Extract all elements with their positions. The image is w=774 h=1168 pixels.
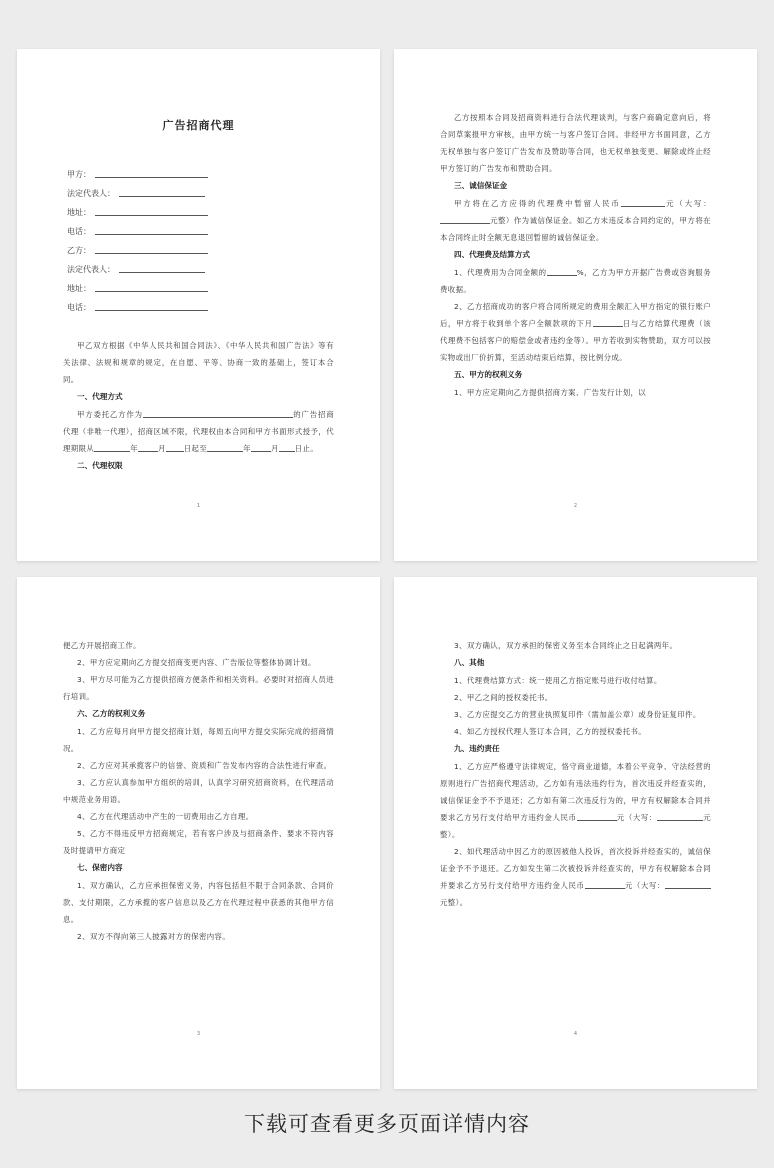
paragraph: 2、乙方招商成功的客户将合同所规定的费用全额汇入甲方指定的银行账户后，甲方将于收到单个客户全额款项的下月 日与乙方结算代理费（该代理费不包括客户的赔偿金或者违约金等）。甲方若收到实物赞助，双方可以按实物或出厂价折算，至活动结束后结算，按比例分成。 <box>440 302 712 362</box>
blank-line <box>95 283 208 292</box>
blank-line <box>94 443 130 452</box>
party-field: 甲方： <box>67 165 334 184</box>
paragraph: 4、如乙方授权代理人签订本合同，乙方的授权委托书。 <box>454 727 647 736</box>
section-heading: 六、乙方的权利义务 <box>77 709 146 718</box>
blank-line <box>95 207 208 216</box>
paragraph: 1、甲方应定期向乙方提供招商方案、广告发行计划，以 <box>454 388 647 397</box>
blank-line <box>547 267 577 276</box>
page-body <box>440 109 711 401</box>
section-heading: 五、甲方的权利义务 <box>454 370 523 379</box>
page-body <box>440 637 711 911</box>
blank-line <box>166 443 184 452</box>
paragraph: 3、甲方尽可能为乙方提供招商方便条件和相关资料。必要时对招商人员进行培训。 <box>63 675 334 701</box>
paragraph: 2、如代理活动中因乙方的原因被他人投诉，首次投诉并经查实的，诚信保证金予不予退还。乙方如发生第二次被投诉并经查实的，甲方有权解除本合同并要求乙方另行支付给甲方违约金人民币 元（大写：元整）。 <box>440 847 711 907</box>
party-field: 电话： <box>67 298 334 317</box>
paragraph: 1、乙方应严格遵守法律规定，恪守商业道德，本着公平竞争、守法经营的原则进行广告招商代理活动，乙方如有违法违约行为，首次违反并经查实的，诚信保证金予不予退还；乙方如有第二次违反行为的，甲方有权解除本合同并要求乙方另行支付给甲方违约金人民币 元（大写： 元整）。 <box>440 762 711 839</box>
blank-line <box>251 443 271 452</box>
party-field: 乙方： <box>67 241 334 260</box>
blank-line <box>657 812 703 821</box>
section-heading: 一、代理方式 <box>77 392 123 401</box>
paragraph: 1、代理费用为合同金额的 %，乙方为甲方开据广告费或咨询服务费收据。 <box>440 268 711 294</box>
blank-line <box>593 318 623 327</box>
page-body <box>63 637 334 945</box>
blank-line <box>95 302 208 311</box>
blank-line <box>577 812 617 821</box>
paragraph: 便乙方开展招商工作。 <box>63 641 141 650</box>
blank-line <box>143 409 293 418</box>
paragraph: 3、乙方应认真参加甲方组织的培训，认真学习研究招商资料，在代理活动中规范业务用语。 <box>63 778 334 804</box>
page-number: 3 <box>196 1031 201 1037</box>
document-page-2 <box>394 49 757 561</box>
blank-line <box>95 226 208 235</box>
paragraph: 甲乙双方根据《中华人民共和国合同法》、《中华人民共和国广告法》等有关法律、法规和规章的规定，在自愿、平等、协商一致的基础上，签订本合同。 <box>63 341 334 384</box>
blank-line <box>585 880 625 889</box>
blank-line <box>119 264 205 273</box>
paragraph: 5、乙方不得违反甲方招商规定，若有客户涉及与招商条件、要求不符内容及时提请甲方商定 <box>63 829 334 855</box>
section-heading: 二、代理权限 <box>77 461 123 470</box>
blank-line <box>119 188 205 197</box>
paragraph: 1、乙方应每月向甲方提交招商计划，每周五向甲方提交实际完成的招商情况。 <box>63 727 334 753</box>
party-field: 地址： <box>67 279 334 298</box>
party-field: 法定代表人： <box>67 184 334 203</box>
paragraph: 1、代理费结算方式：统一使用乙方指定账号进行收付结算。 <box>454 676 662 685</box>
blank-line <box>207 443 243 452</box>
paragraph: 2、双方不得向第三人披露对方的保密内容。 <box>77 932 231 941</box>
blank-line <box>95 169 208 178</box>
paragraph: 3、乙方应提交乙方的营业执照复印件（需加盖公章）或身份证复印件。 <box>454 710 701 719</box>
section-heading: 七、保密内容 <box>77 863 123 872</box>
blank-line <box>138 443 158 452</box>
document-page-3 <box>17 577 380 1089</box>
paragraph: 2、甲乙之间的授权委托书。 <box>454 693 553 702</box>
document-page-4 <box>394 577 757 1089</box>
paragraph: 甲方将在乙方应得的代理费中暂留人民币 元（大写：元整）作为诚信保证金。如乙方未违反本合同约定的，甲方将在本合同终止时全额无息退回暂留的诚信保证金。 <box>440 199 711 242</box>
page-body <box>63 337 334 475</box>
party-field: 地址： <box>67 203 334 222</box>
party-field: 法定代表人： <box>67 260 334 279</box>
blank-line <box>621 198 665 207</box>
paragraph: 甲方委托乙方作为 的广告招商代理（非唯一代理），招商区域不限，代理权由本合同和甲方书面形式授予，代理期限从 年 月 日起至 年 月 日止。 <box>63 410 334 453</box>
section-heading: 三、诚信保证金 <box>454 181 508 190</box>
section-heading: 四、代理费及结算方式 <box>454 250 530 259</box>
page-number: 1 <box>196 503 201 509</box>
paragraph: 3、双方确认，双方承担的保密义务至本合同终止之日起满两年。 <box>454 641 678 650</box>
section-heading: 九、违约责任 <box>454 744 500 753</box>
paragraph: 乙方按照本合同及招商资料进行合法代理谈判，与客户商确定意向后，将合同草案报甲方审核，由甲方统一与客户签订合同。非经甲方书面同意，乙方无权单独与客户签订广告发布及赞助等合同，也无权单独变更、解除或终止经甲方签订的广告发布和赞助合同。 <box>440 113 711 173</box>
paragraph: 4、乙方在代理活动中产生的一切费用由乙方自理。 <box>77 812 254 821</box>
party-fields <box>67 165 334 317</box>
paragraph: 2、甲方应定期向乙方提交招商变更内容、广告版位等整体协调计划。 <box>77 658 316 667</box>
blank-line <box>665 880 711 889</box>
page-number: 2 <box>573 503 578 509</box>
download-more-link[interactable]: 下载可查看更多页面详情内容 <box>244 1112 530 1136</box>
party-field: 电话： <box>67 222 334 241</box>
blank-line <box>279 443 295 452</box>
blank-line <box>95 245 208 254</box>
document-title: 广告招商代理 <box>162 119 235 132</box>
section-heading: 八、其他 <box>454 658 485 667</box>
page-number: 4 <box>573 1031 578 1037</box>
document-page-1 <box>17 49 380 561</box>
blank-line <box>440 215 490 224</box>
paragraph: 2、乙方应对其承揽客户的信誉、资质和广告发布内容的合法性进行审查。 <box>77 761 332 770</box>
paragraph: 1、双方确认，乙方应承担保密义务，内容包括但不限于合同条款、合同价款、支付期限，乙方承揽的客户信息以及乙方在代理过程中获悉的其他甲方信息。 <box>63 881 334 924</box>
